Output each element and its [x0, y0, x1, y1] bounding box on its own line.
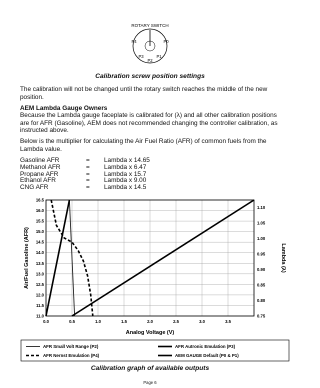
chart-grid: [46, 200, 254, 316]
chart-y-tick-label: 12.5: [35, 281, 44, 287]
calibration-chart: [20, 198, 290, 368]
paragraph-lambda-gauge: Because the Lambda gauge faceplate is calibrated for (λ) and all other calibration positions are for AFR (Gasoline), AEM does not recommended changing the controller calibration, as instructed above.: [20, 112, 278, 135]
fuel-equals: =: [86, 163, 90, 171]
chart-x-axis-label: Analog Voltage (V): [125, 330, 175, 336]
chart-x-tick-label: 1.5: [121, 319, 127, 324]
chart-x-tick-label: 2.0: [147, 319, 153, 324]
fuel-name: Gasoline AFR: [20, 157, 60, 164]
chart-y-tick-label: 15.5: [35, 218, 44, 224]
paragraph-multiplier-intro: Below is the multiplier for calculating the Air Fuel Ratio (AFR) of common fuels from the Lambda value.: [20, 138, 267, 153]
chart-y-tick-label: 13.5: [35, 260, 44, 266]
chart-y2-tick-label: 1.00: [257, 236, 266, 242]
chart-y-tick-label: 14.0: [35, 250, 44, 256]
fuel-equals: =: [86, 184, 90, 192]
fuel-name: Methanol AFR: [20, 163, 61, 171]
rotary-position-p2: P2: [147, 58, 153, 63]
page-number: Page 6: [143, 380, 157, 385]
chart-y-tick-label: 15.0: [35, 229, 44, 235]
chart-y-tick-label: 11.5: [36, 302, 44, 308]
rotary-switch-title: ROTARY SWITCH: [131, 23, 169, 28]
chart-legend-label: AFR Nernst Emulation (P4): [43, 353, 100, 358]
chart-series-line: [72, 200, 254, 316]
fuel-multiplier: Lambda x 6.47: [104, 163, 147, 171]
fuel-multiplier: Lambda x 15.7: [104, 170, 147, 178]
chart-y2-tick-label: 0.80: [257, 298, 266, 304]
chart-y2-tick-label: 0.75: [257, 313, 266, 319]
fuel-multiplier: Lambda x 9.00: [104, 177, 147, 185]
chart-series-line: [46, 200, 69, 316]
chart-y2-tick-label: 0.95: [257, 251, 266, 257]
chart-y2-tick-label: 0.85: [257, 282, 266, 288]
fuel-multiplier: Lambda x 14.5: [104, 184, 147, 192]
fuel-multiplier: Lambda x 14.65: [104, 157, 150, 164]
chart-y-tick-label: 11.0: [36, 313, 44, 319]
rotary-position-p1: P1: [156, 54, 162, 59]
caption-screw-positions: Calibration screw position settings: [95, 73, 205, 80]
chart-legend-label: AFR Small Volt Range (P2): [43, 344, 99, 349]
fuel-name: CNG AFR: [20, 184, 49, 192]
rotary-position-p3: P3: [138, 54, 144, 59]
chart-legend: [26, 344, 239, 358]
fuel-equals: =: [86, 157, 90, 164]
rotary-switch-diagram: [0, 0, 300, 80]
chart-y-axis-label: Air/Fuel Gasoline (AFR): [24, 227, 30, 289]
fuel-equals: =: [86, 170, 90, 178]
chart-x-tick-label: 2.5: [173, 319, 179, 324]
chart-x-tick-label: 3.5: [225, 319, 231, 324]
chart-y-tick-label: 16.5: [35, 198, 44, 203]
fuel-name: Ethanol AFR: [20, 177, 56, 185]
paragraph-calibration-note: The calibration will not be changed until the rotary switch reaches the middle of the new position.: [20, 86, 268, 101]
fuel-equals: =: [86, 177, 90, 185]
chart-y-tick-label: 14.5: [35, 239, 44, 245]
rotary-position-p0: P0: [163, 39, 169, 44]
chart-y2-tick-label: 1.10: [257, 205, 266, 211]
chart-x-tick-label: 1.0: [95, 319, 101, 324]
chart-legend-label: AEM GAUGE Default (P0 & P1): [175, 353, 239, 358]
chart-x-tick-label: 3.0: [199, 319, 205, 324]
chart-y2-axis-label: Lambda (λ): [280, 243, 286, 273]
caption-calibration-graph: Calibration graph of available outputs: [90, 365, 210, 372]
rotary-position-p4: P4: [131, 39, 137, 44]
chart-y2-tick-label: 1.05: [257, 220, 266, 226]
heading-aem-lambda-owners: AEM Lambda Gauge Owners: [20, 105, 108, 112]
fuel-row: [20, 185, 150, 192]
chart-y-tick-label: 13.0: [35, 271, 44, 277]
chart-x-tick-label: 0.5: [69, 319, 75, 324]
fuel-multiplier-table: [20, 158, 150, 192]
chart-x-tick-label: 0.0: [43, 319, 49, 324]
fuel-name: Propane AFR: [20, 170, 59, 178]
chart-y-tick-label: 16.0: [35, 208, 44, 214]
chart-legend-label: AFR Autronic Emulation (P3): [175, 344, 236, 349]
chart-y-tick-label: 12.0: [35, 292, 44, 298]
chart-y2-tick-label: 0.90: [257, 267, 266, 273]
